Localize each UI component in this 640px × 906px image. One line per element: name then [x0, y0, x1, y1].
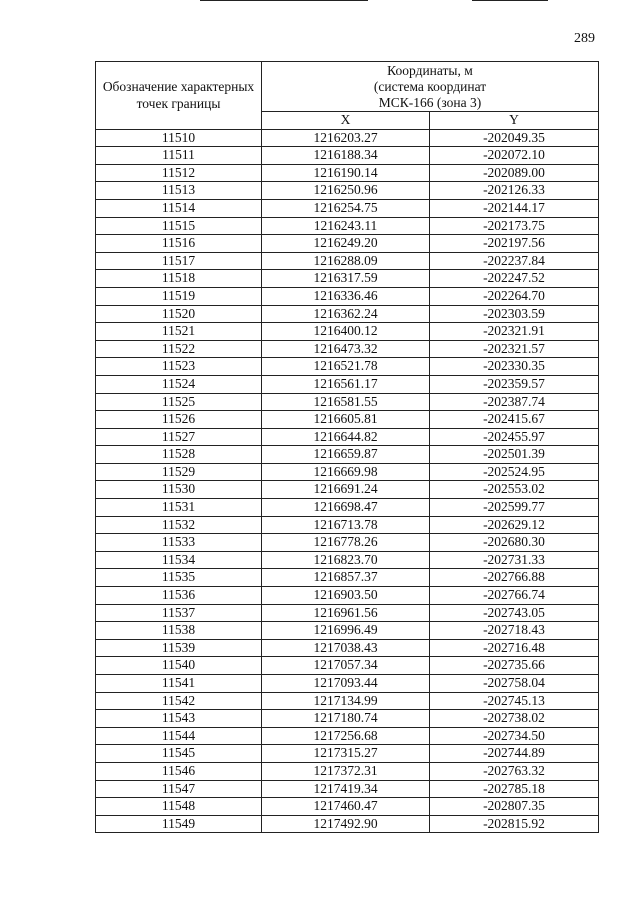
table-row: [96, 287, 599, 305]
table-body: [96, 129, 599, 833]
point-id-cell: 11518: [96, 270, 262, 288]
table-row: [96, 657, 599, 675]
point-id-cell: 11521: [96, 323, 262, 341]
y-coordinate-cell: -202599.77: [430, 499, 599, 517]
point-id-cell: 11513: [96, 182, 262, 200]
table-row: [96, 375, 599, 393]
header-coordinates: [262, 62, 599, 112]
point-id-cell: 11525: [96, 393, 262, 411]
x-coordinate-cell: 1216203.27: [262, 129, 430, 147]
page-number: 289: [574, 31, 595, 46]
y-coordinate-cell: -202807.35: [430, 798, 599, 816]
table-row: [96, 780, 599, 798]
x-coordinate-cell: 1217180.74: [262, 710, 430, 728]
y-coordinate-cell: -202815.92: [430, 815, 599, 833]
header-y: Y: [430, 112, 599, 130]
header-coords-line2: (система координат: [373, 79, 487, 94]
x-coordinate-cell: 1216473.32: [262, 340, 430, 358]
point-id-cell: 11512: [96, 164, 262, 182]
table-row: [96, 481, 599, 499]
point-id-cell: 11522: [96, 340, 262, 358]
point-id-cell: 11531: [96, 499, 262, 517]
y-coordinate-cell: -202144.17: [430, 199, 599, 217]
point-id-cell: 11527: [96, 428, 262, 446]
x-coordinate-cell: 1216336.46: [262, 287, 430, 305]
y-coordinate-cell: -202524.95: [430, 463, 599, 481]
point-id-cell: 11534: [96, 551, 262, 569]
x-coordinate-cell: 1217057.34: [262, 657, 430, 675]
y-coordinate-cell: -202072.10: [430, 147, 599, 165]
y-coordinate-cell: -202629.12: [430, 516, 599, 534]
y-coordinate-cell: -202264.70: [430, 287, 599, 305]
point-id-cell: 11529: [96, 463, 262, 481]
point-id-cell: 11539: [96, 639, 262, 657]
point-id-cell: 11537: [96, 604, 262, 622]
x-coordinate-cell: 1217492.90: [262, 815, 430, 833]
point-id-cell: 11536: [96, 587, 262, 605]
x-coordinate-cell: 1216659.87: [262, 446, 430, 464]
point-id-cell: 11535: [96, 569, 262, 587]
table-row: [96, 252, 599, 270]
table-row: [96, 499, 599, 517]
header-point-label: Обозначение характерных точек границы: [96, 62, 262, 130]
table-row: [96, 129, 599, 147]
point-id-cell: 11546: [96, 762, 262, 780]
y-coordinate-cell: -202089.00: [430, 164, 599, 182]
point-id-cell: 11542: [96, 692, 262, 710]
point-id-cell: 11545: [96, 745, 262, 763]
y-coordinate-cell: -202501.39: [430, 446, 599, 464]
point-id-cell: 11540: [96, 657, 262, 675]
x-coordinate-cell: 1216996.49: [262, 622, 430, 640]
header-coords-line1: Координаты, м: [387, 63, 473, 78]
x-coordinate-cell: 1216254.75: [262, 199, 430, 217]
point-id-cell: 11514: [96, 199, 262, 217]
table-row: [96, 235, 599, 253]
point-id-cell: 11530: [96, 481, 262, 499]
y-coordinate-cell: -202321.57: [430, 340, 599, 358]
point-id-cell: 11519: [96, 287, 262, 305]
table-row: [96, 516, 599, 534]
table-row: [96, 393, 599, 411]
x-coordinate-cell: 1217134.99: [262, 692, 430, 710]
point-id-cell: 11533: [96, 534, 262, 552]
point-id-cell: 11544: [96, 727, 262, 745]
table-row: [96, 428, 599, 446]
point-id-cell: 11526: [96, 411, 262, 429]
table-row: [96, 534, 599, 552]
x-coordinate-cell: 1216961.56: [262, 604, 430, 622]
y-coordinate-cell: -202731.33: [430, 551, 599, 569]
x-coordinate-cell: 1216188.34: [262, 147, 430, 165]
table-row: [96, 340, 599, 358]
table-row: [96, 675, 599, 693]
x-coordinate-cell: 1217460.47: [262, 798, 430, 816]
point-id-cell: 11520: [96, 305, 262, 323]
table-row: [96, 569, 599, 587]
table-row: [96, 147, 599, 165]
table-row: [96, 798, 599, 816]
x-coordinate-cell: 1216698.47: [262, 499, 430, 517]
x-coordinate-cell: 1216713.78: [262, 516, 430, 534]
x-coordinate-cell: 1216605.81: [262, 411, 430, 429]
table-row: [96, 727, 599, 745]
y-coordinate-cell: -202735.66: [430, 657, 599, 675]
coordinates-table: [95, 61, 599, 833]
y-coordinate-cell: -202303.59: [430, 305, 599, 323]
x-coordinate-cell: 1216561.17: [262, 375, 430, 393]
x-coordinate-cell: 1216644.82: [262, 428, 430, 446]
x-coordinate-cell: 1217093.44: [262, 675, 430, 693]
table-row: [96, 270, 599, 288]
table-row: [96, 446, 599, 464]
point-id-cell: 11511: [96, 147, 262, 165]
table-row: [96, 463, 599, 481]
x-coordinate-cell: 1216581.55: [262, 393, 430, 411]
point-id-cell: 11510: [96, 129, 262, 147]
table-row: [96, 692, 599, 710]
point-id-cell: 11549: [96, 815, 262, 833]
y-coordinate-cell: -202455.97: [430, 428, 599, 446]
x-coordinate-cell: 1217256.68: [262, 727, 430, 745]
table-row: [96, 217, 599, 235]
table-row: [96, 305, 599, 323]
x-coordinate-cell: 1216521.78: [262, 358, 430, 376]
y-coordinate-cell: -202744.89: [430, 745, 599, 763]
y-coordinate-cell: -202758.04: [430, 675, 599, 693]
y-coordinate-cell: -202716.48: [430, 639, 599, 657]
y-coordinate-cell: -202745.13: [430, 692, 599, 710]
top-rule-left: [200, 0, 368, 1]
y-coordinate-cell: -202718.43: [430, 622, 599, 640]
point-id-cell: 11541: [96, 675, 262, 693]
x-coordinate-cell: 1216243.11: [262, 217, 430, 235]
header-coords-line3: МСК-166 (зона 3): [378, 95, 482, 110]
y-coordinate-cell: -202049.35: [430, 129, 599, 147]
table-row: [96, 164, 599, 182]
x-coordinate-cell: 1216400.12: [262, 323, 430, 341]
y-coordinate-cell: -202330.35: [430, 358, 599, 376]
point-id-cell: 11538: [96, 622, 262, 640]
table-header-row: [96, 62, 599, 112]
x-coordinate-cell: 1217038.43: [262, 639, 430, 657]
y-coordinate-cell: -202763.32: [430, 762, 599, 780]
point-id-cell: 11515: [96, 217, 262, 235]
x-coordinate-cell: 1216190.14: [262, 164, 430, 182]
x-coordinate-cell: 1216669.98: [262, 463, 430, 481]
point-id-cell: 11532: [96, 516, 262, 534]
y-coordinate-cell: -202553.02: [430, 481, 599, 499]
x-coordinate-cell: 1217419.34: [262, 780, 430, 798]
y-coordinate-cell: -202680.30: [430, 534, 599, 552]
point-id-cell: 11543: [96, 710, 262, 728]
table-row: [96, 182, 599, 200]
y-coordinate-cell: -202785.18: [430, 780, 599, 798]
table-row: [96, 604, 599, 622]
header-x: X: [262, 112, 430, 130]
table-row: [96, 551, 599, 569]
y-coordinate-cell: -202126.33: [430, 182, 599, 200]
table-row: [96, 199, 599, 217]
x-coordinate-cell: 1216288.09: [262, 252, 430, 270]
x-coordinate-cell: 1216317.59: [262, 270, 430, 288]
point-id-cell: 11528: [96, 446, 262, 464]
point-id-cell: 11516: [96, 235, 262, 253]
y-coordinate-cell: -202321.91: [430, 323, 599, 341]
x-coordinate-cell: 1216823.70: [262, 551, 430, 569]
y-coordinate-cell: -202387.74: [430, 393, 599, 411]
y-coordinate-cell: -202743.05: [430, 604, 599, 622]
table-row: [96, 587, 599, 605]
table-row: [96, 358, 599, 376]
x-coordinate-cell: 1216250.96: [262, 182, 430, 200]
x-coordinate-cell: 1216691.24: [262, 481, 430, 499]
x-coordinate-cell: 1217372.31: [262, 762, 430, 780]
x-coordinate-cell: 1216857.37: [262, 569, 430, 587]
x-coordinate-cell: 1216778.26: [262, 534, 430, 552]
x-coordinate-cell: 1216903.50: [262, 587, 430, 605]
y-coordinate-cell: -202734.50: [430, 727, 599, 745]
y-coordinate-cell: -202197.56: [430, 235, 599, 253]
y-coordinate-cell: -202766.88: [430, 569, 599, 587]
y-coordinate-cell: -202738.02: [430, 710, 599, 728]
x-coordinate-cell: 1216362.24: [262, 305, 430, 323]
table-row: [96, 762, 599, 780]
point-id-cell: 11524: [96, 375, 262, 393]
table-row: [96, 815, 599, 833]
point-id-cell: 11523: [96, 358, 262, 376]
table-row: [96, 323, 599, 341]
point-id-cell: 11548: [96, 798, 262, 816]
table-row: [96, 622, 599, 640]
top-rule-right: [472, 0, 548, 1]
point-id-cell: 11517: [96, 252, 262, 270]
y-coordinate-cell: -202237.84: [430, 252, 599, 270]
y-coordinate-cell: -202766.74: [430, 587, 599, 605]
table-row: [96, 745, 599, 763]
x-coordinate-cell: 1216249.20: [262, 235, 430, 253]
table-row: [96, 710, 599, 728]
y-coordinate-cell: -202247.52: [430, 270, 599, 288]
table-row: [96, 639, 599, 657]
table-row: [96, 411, 599, 429]
y-coordinate-cell: -202359.57: [430, 375, 599, 393]
y-coordinate-cell: -202415.67: [430, 411, 599, 429]
point-id-cell: 11547: [96, 780, 262, 798]
x-coordinate-cell: 1217315.27: [262, 745, 430, 763]
y-coordinate-cell: -202173.75: [430, 217, 599, 235]
